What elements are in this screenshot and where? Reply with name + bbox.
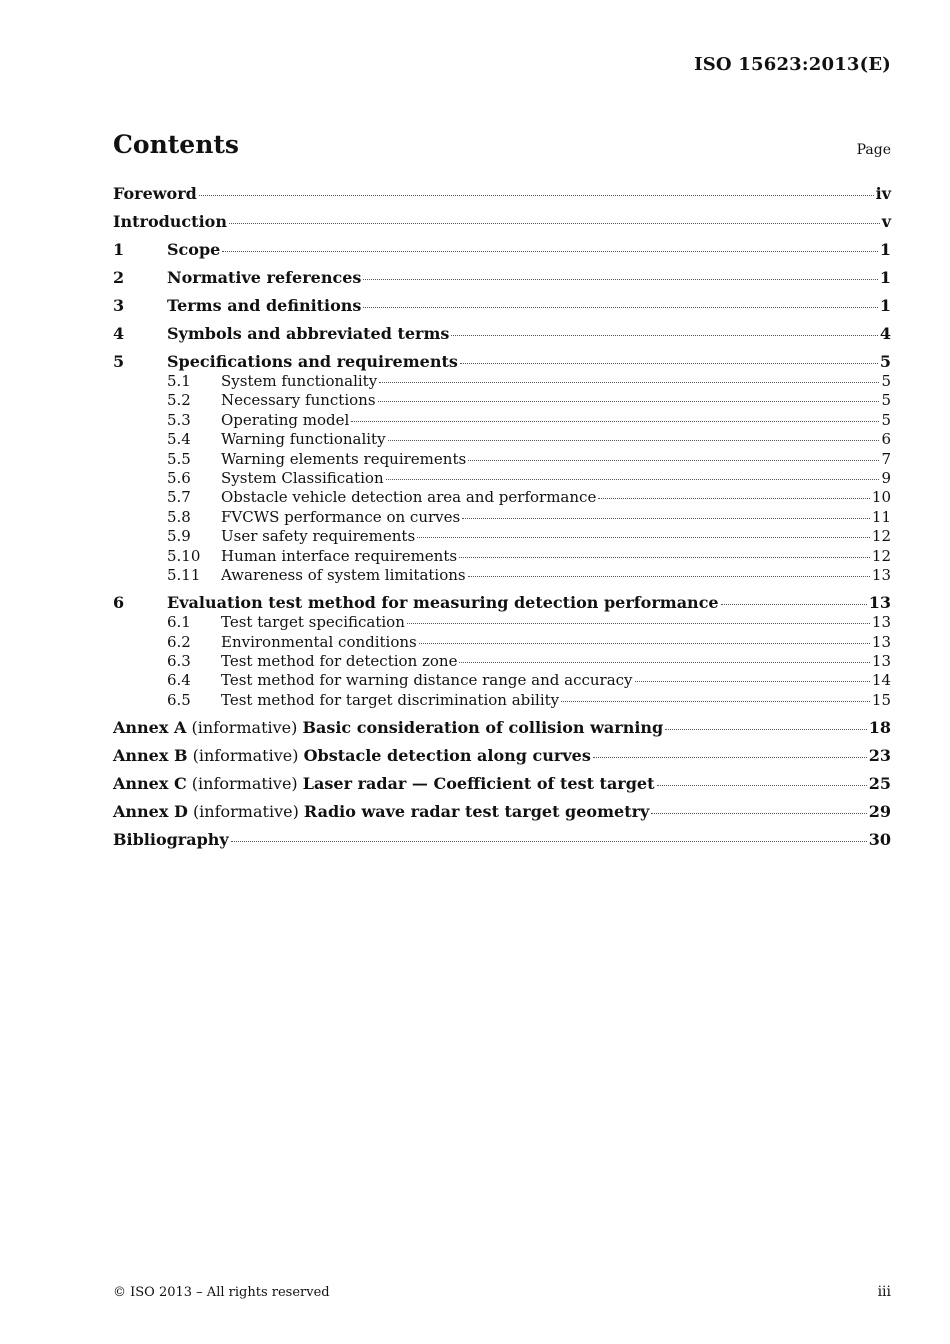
toc-subentry-page: 10 <box>871 488 891 507</box>
toc-subentry-page: 13 <box>871 613 891 632</box>
toc-subentry-title: Test method for target discrimination ability <box>221 690 560 709</box>
toc-subentry-title: Test target specification <box>221 613 405 632</box>
toc-entry-page: 5 <box>879 352 891 371</box>
toc-subentry-title: Human interface requirements <box>221 546 458 565</box>
toc-subentry-page: 13 <box>871 652 891 671</box>
leader-dots <box>417 537 870 538</box>
toc-annex-a[interactable] <box>113 718 891 738</box>
toc-subentry[interactable] <box>113 469 891 488</box>
toc-subentry-title: Warning elements requirements <box>221 449 467 468</box>
leader-dots <box>665 729 867 730</box>
toc-subentry-page: 14 <box>871 671 891 690</box>
annex-title: Radio wave radar test target geometry <box>303 802 650 822</box>
toc-subentry-number: 6.2 <box>167 632 191 651</box>
toc-subentry-number: 5.6 <box>167 468 191 487</box>
toc-subentry[interactable] <box>113 527 891 546</box>
toc-subentry-title: Necessary functions <box>221 391 376 410</box>
leader-dots <box>657 785 867 786</box>
toc-entry-title: Symbols and abbreviated terms <box>167 324 450 343</box>
toc-entry-number: 1 <box>113 240 125 259</box>
table-of-contents <box>113 184 891 850</box>
leader-dots <box>363 279 877 280</box>
annex-title: Basic consideration of collision warning <box>302 718 664 738</box>
leader-dots <box>199 195 874 196</box>
copyright-notice: © ISO 2013 – All rights reserved <box>113 1285 330 1300</box>
document-id: ISO 15623:2013(E) <box>694 54 891 75</box>
toc-entry-page: 1 <box>879 240 891 259</box>
toc-subentry-number: 5.8 <box>167 507 191 526</box>
toc-entry-introduction[interactable] <box>113 212 891 232</box>
annex-page: 29 <box>868 802 891 822</box>
page-number: iii <box>877 1284 891 1300</box>
toc-subentry-page: 5 <box>881 372 891 390</box>
toc-subentry-title: Awareness of system limitations <box>221 565 466 584</box>
annex-label: Annex B <box>113 746 188 766</box>
toc-subentry-page: 9 <box>881 468 891 487</box>
toc-entry-title: Bibliography <box>113 830 229 850</box>
leader-dots <box>561 701 870 702</box>
leader-dots <box>721 604 867 605</box>
leader-dots <box>379 382 879 383</box>
toc-subentry-page: 7 <box>881 449 891 468</box>
toc-entry-specifications[interactable] <box>113 352 891 372</box>
toc-entry-title: Normative references <box>167 268 362 287</box>
toc-subentry-page: 15 <box>871 690 891 709</box>
toc-entry-number: 3 <box>113 296 125 315</box>
toc-subentry-title: FVCWS performance on curves <box>221 507 461 526</box>
toc-annex-d[interactable] <box>113 802 891 822</box>
toc-entry-title: Foreword <box>113 184 197 203</box>
toc-subentry[interactable] <box>113 430 891 449</box>
leader-dots <box>468 460 879 461</box>
toc-subentry-number: 6.1 <box>167 613 191 632</box>
toc-subentry-page: 6 <box>881 430 891 449</box>
leader-dots <box>593 757 867 758</box>
leader-dots <box>351 421 879 422</box>
toc-annex-c[interactable] <box>113 774 891 794</box>
page-column-label: Page <box>856 142 891 158</box>
toc-subentry[interactable] <box>113 566 891 585</box>
toc-entry-title: Introduction <box>113 212 227 231</box>
toc-subentry-title: System functionality <box>221 372 378 390</box>
annex-page: 18 <box>868 718 891 738</box>
toc-entry-normative-references[interactable] <box>113 268 891 288</box>
annex-label: Annex C <box>113 774 187 794</box>
toc-subentry-page: 13 <box>871 565 891 584</box>
toc-subentry-title: Operating model <box>221 410 350 429</box>
leader-dots <box>386 479 880 480</box>
annex-note: (informative) <box>191 774 298 794</box>
toc-subentry-title: Warning functionality <box>221 430 386 449</box>
toc-subentry[interactable] <box>113 450 891 469</box>
toc-subentry-page: 12 <box>871 527 891 546</box>
page-title: Contents <box>113 130 240 159</box>
toc-entry-terms-definitions[interactable] <box>113 296 891 316</box>
toc-entry-scope[interactable] <box>113 240 891 260</box>
toc-subentry-number: 5.4 <box>167 430 191 449</box>
toc-subentry[interactable] <box>113 652 891 671</box>
toc-subentry-number: 5.2 <box>167 391 191 410</box>
toc-subentry-title: Environmental conditions <box>221 632 417 651</box>
toc-entry-page: 1 <box>879 268 891 287</box>
leader-dots <box>635 681 870 682</box>
toc-entry-page: 4 <box>879 324 891 343</box>
toc-entry-page: 30 <box>868 830 891 850</box>
toc-subentry[interactable] <box>113 391 891 410</box>
toc-entry-page: 13 <box>868 593 891 613</box>
toc-entry-number: 5 <box>113 352 125 371</box>
toc-entry-page: iv <box>875 184 891 203</box>
toc-entry-title: Evaluation test method for measuring detection performance <box>167 593 719 613</box>
toc-subentry-number: 5.1 <box>167 372 191 390</box>
toc-subentry-number: 5.11 <box>167 565 201 584</box>
toc-subentry[interactable] <box>113 633 891 652</box>
annex-page: 25 <box>868 774 891 794</box>
leader-dots <box>363 307 877 308</box>
toc-entry-evaluation[interactable] <box>113 593 891 613</box>
toc-entry-number: 6 <box>113 593 125 613</box>
leader-dots <box>459 662 869 663</box>
toc-subentry[interactable] <box>113 691 891 710</box>
toc-subentry-page: 5 <box>881 410 891 429</box>
toc-subentry-page: 13 <box>871 632 891 651</box>
leader-dots <box>460 363 878 364</box>
toc-subentry-number: 5.3 <box>167 410 191 429</box>
toc-entry-bibliography[interactable] <box>113 830 891 850</box>
annex-note: (informative) <box>191 718 298 738</box>
toc-subentry-page: 11 <box>871 507 891 526</box>
toc-subentry[interactable] <box>113 547 891 566</box>
toc-subentry-number: 5.7 <box>167 488 191 507</box>
leader-dots <box>651 813 866 814</box>
toc-subentry[interactable] <box>113 411 891 430</box>
toc-entry-page: v <box>881 212 891 231</box>
toc-subentry-number: 6.3 <box>167 652 191 671</box>
leader-dots <box>378 401 880 402</box>
leader-dots <box>598 498 870 499</box>
toc-entry-symbols[interactable] <box>113 324 891 344</box>
toc-subentry-page: 12 <box>871 546 891 565</box>
toc-entry-number: 4 <box>113 324 125 343</box>
annex-page: 23 <box>868 746 891 766</box>
toc-subentry-title: User safety requirements <box>221 527 416 546</box>
leader-dots <box>231 841 867 842</box>
toc-entry-page: 1 <box>879 296 891 315</box>
toc-subentry[interactable] <box>113 508 891 527</box>
toc-entry-title: Scope <box>167 240 221 259</box>
annex-note: (informative) <box>192 746 299 766</box>
leader-dots <box>407 623 870 624</box>
toc-entry-number: 2 <box>113 268 125 287</box>
toc-subentry-title: Test method for detection zone <box>221 652 458 671</box>
annex-note: (informative) <box>192 802 299 822</box>
toc-annex-b[interactable] <box>113 746 891 766</box>
toc-subentry-number: 6.4 <box>167 671 191 690</box>
annex-title: Obstacle detection along curves <box>303 746 591 766</box>
leader-dots <box>222 251 878 252</box>
leader-dots <box>468 576 870 577</box>
leader-dots <box>451 335 877 336</box>
toc-subentry-number: 5.5 <box>167 449 191 468</box>
annex-title: Laser radar — Coefficient of test target <box>302 774 655 794</box>
leader-dots <box>388 440 880 441</box>
leader-dots <box>462 518 870 519</box>
toc-subentry-title: System Classification <box>221 468 384 487</box>
toc-subentry[interactable] <box>113 613 891 632</box>
toc-entry-title: Specifications and requirements <box>167 352 458 371</box>
toc-subentry-number: 5.9 <box>167 527 191 546</box>
annex-label: Annex A <box>113 718 187 738</box>
leader-dots <box>229 223 880 224</box>
toc-subentry-title: Obstacle vehicle detection area and performance <box>221 488 597 507</box>
toc-entry-foreword[interactable] <box>113 184 891 204</box>
toc-subentry-page: 5 <box>881 391 891 410</box>
toc-entry-title: Terms and definitions <box>167 296 362 315</box>
toc-subentry[interactable] <box>113 488 891 507</box>
toc-subentry[interactable] <box>113 372 891 391</box>
leader-dots <box>459 557 870 558</box>
leader-dots <box>419 643 870 644</box>
toc-subentry[interactable] <box>113 671 891 690</box>
toc-subentry-number: 6.5 <box>167 690 191 709</box>
toc-subentry-number: 5.10 <box>167 546 201 565</box>
annex-label: Annex D <box>113 802 188 822</box>
toc-subentry-title: Test method for warning distance range and accuracy <box>221 671 633 690</box>
